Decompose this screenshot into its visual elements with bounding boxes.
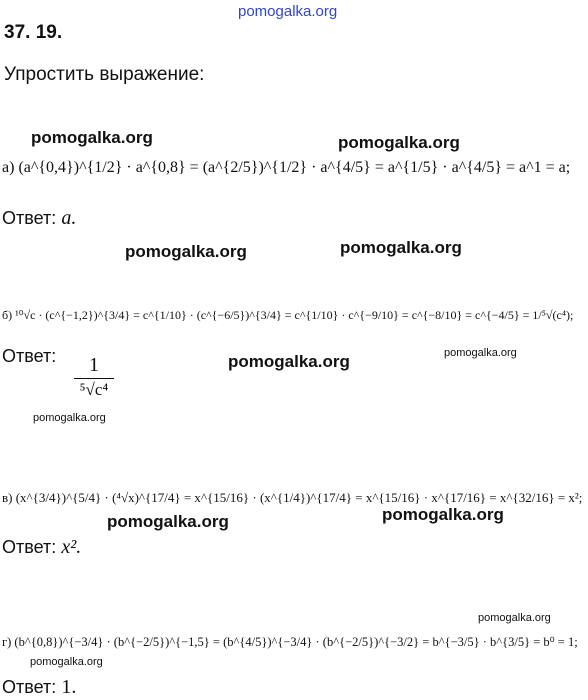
part-label: г): [2, 635, 12, 649]
watermark: pomogalka.org: [228, 352, 350, 371]
watermark: pomogalka.org: [382, 505, 504, 524]
answer-value: 1.: [61, 676, 77, 698]
watermark: pomogalka.org: [107, 512, 229, 531]
answer-label: Ответ:: [2, 677, 57, 697]
fraction-denominator: ⁵√c⁴: [79, 380, 109, 399]
watermark: pomogalka.org: [338, 133, 460, 152]
equation-text: (b^{0,8})^{−3/4} · (b^{−2/5})^{−1,5} = (b^{4/5})^{−3/4} · (b^{−2/5})^{−3/2} = b^{−3/5} · b^{3/5} = b⁰ = 1;: [14, 635, 578, 649]
equation-text: (a^{0,4})^{1/2} · a^{0,8} = (a^{2/5})^{1/2} · a^{4/5} = a^{1/5} · a^{4/5} = a^1 = a;: [18, 159, 571, 176]
answer-label: Ответ:: [2, 346, 57, 366]
watermark-small: pomogalka.org: [30, 656, 103, 668]
watermark: pomogalka.org: [125, 242, 247, 261]
part-d-answer: [2, 676, 76, 699]
part-label: а): [2, 159, 15, 176]
answer-label: Ответ:: [2, 537, 57, 557]
watermark-small: pomogalka.org: [33, 412, 106, 424]
top-watermark: pomogalka.org: [238, 3, 338, 20]
part-label: в): [2, 490, 13, 505]
part-c-answer: [2, 536, 81, 559]
part-b-equation: [2, 308, 573, 323]
equation-text: (x^{3/4})^{5/4} · (⁴√x)^{17/4} = x^{15/16} · (x^{1/4})^{17/4} = x^{15/16} · x^{17/16} = x^{32/16} = x²;: [15, 490, 583, 505]
part-a-equation: [2, 159, 570, 177]
watermark-small: pomogalka.org: [444, 347, 517, 359]
fraction-numerator: 1: [89, 354, 99, 376]
watermark: pomogalka.org: [340, 238, 462, 257]
answer-label: Ответ:: [2, 208, 57, 228]
part-a-answer: [2, 207, 76, 230]
problem-number: 37. 19.: [4, 22, 63, 43]
answer-fraction: [74, 354, 114, 400]
watermark-small: pomogalka.org: [478, 612, 551, 624]
answer-value: x².: [61, 536, 82, 558]
task-text: Упростить выражение:: [4, 64, 205, 85]
equation-text: ¹⁰√c · (c^{−1,2})^{3/4} = c^{1/10} · (c^{−6/5})^{3/4} = c^{1/10} · c^{−9/10} = c^{−8/10} = c^{−4/5} = 1/⁵√(c⁴);: [15, 308, 574, 322]
part-d-equation: [2, 634, 578, 650]
part-c-equation: [2, 490, 582, 506]
fraction-bar: [74, 378, 114, 379]
part-label: б): [2, 308, 13, 322]
answer-value: a.: [61, 207, 77, 229]
watermark: pomogalka.org: [31, 128, 153, 147]
